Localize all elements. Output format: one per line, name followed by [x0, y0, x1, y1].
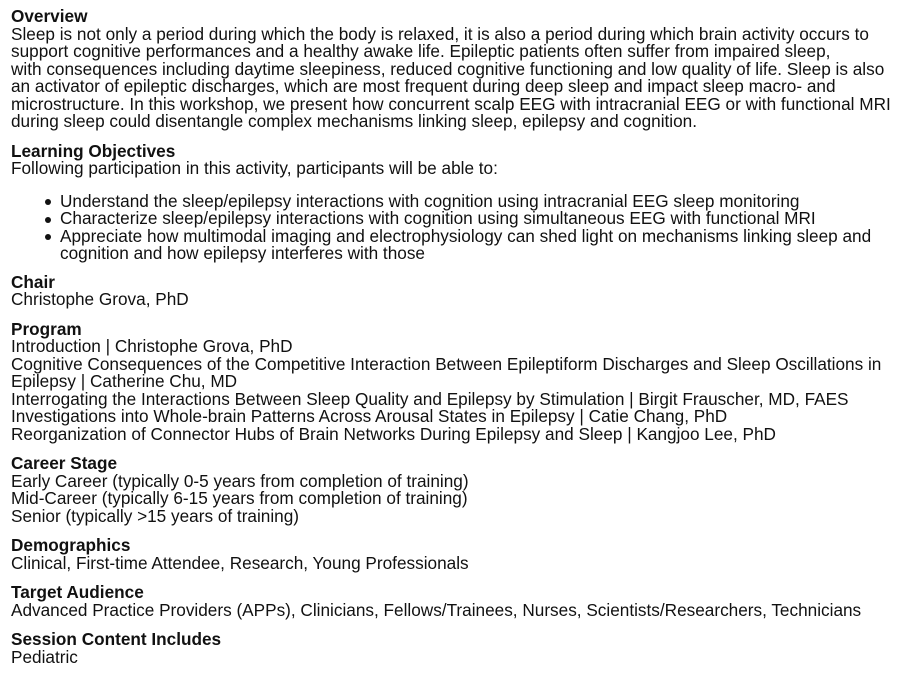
program-line: Interrogating the Interactions Between Sleep Quality and Epilepsy by Stimulation | Birgit Frauscher, MD, FAES	[11, 388, 849, 409]
overview-line: microstructure. In this workshop, we present how concurrent scalp EEG with intracranial EEG or with functional MRI	[11, 93, 891, 114]
target-audience-text: Advanced Practice Providers (APPs), Clinicians, Fellows/Trainees, Nurses, Scientists/Researchers, Technicians	[11, 599, 862, 620]
career-stage-heading: Career Stage	[11, 453, 118, 473]
program-section	[11, 318, 912, 444]
objective-text: Understand the sleep/epilepsy interactions with cognition using intracranial EEG sleep monitoring	[60, 190, 800, 211]
session-content-text: Pediatric	[11, 646, 78, 667]
list-item	[60, 225, 912, 263]
target-audience-heading: Target Audience	[11, 582, 144, 602]
target-audience-section	[11, 584, 912, 619]
overview-section	[11, 8, 912, 131]
overview-line: support cognitive performances and a healthy awake life. Epileptic patients often suffer from impaired sleep,	[11, 41, 831, 61]
learning-objectives-intro: Following participation in this activity, participants will be able to:	[11, 158, 498, 178]
demographics-heading: Demographics	[11, 535, 131, 555]
program-line: Epilepsy | Catherine Chu, MD	[11, 371, 238, 391]
program-line: Introduction | Christophe Grova, PhD	[11, 336, 293, 356]
overview-text	[11, 23, 912, 131]
chair-name: Christophe Grova, PhD	[11, 289, 189, 309]
overview-line: an activator of epileptic discharges, which are most frequent during deep sleep and impact sleep macro- and	[11, 76, 836, 96]
overview-line: Sleep is not only a period during which the body is relaxed, it is also a period during which brain activity occurs to	[11, 23, 869, 44]
session-content-heading: Session Content Includes	[11, 629, 222, 649]
career-stage-line: Senior (typically >15 years of training)	[11, 505, 300, 526]
program-heading: Program	[11, 318, 82, 339]
program-line: Reorganization of Connector Hubs of Brain Networks During Epilepsy and Sleep | Kangjoo Lee, PhD	[11, 423, 776, 444]
objective-text: Characterize sleep/epilepsy interactions with cognition using simultaneous EEG with functional MRI	[60, 208, 816, 228]
overview-heading: Overview	[11, 6, 88, 26]
overview-line: during sleep could disentangle complex mechanisms linking sleep, epilepsy and cognition.	[11, 111, 697, 131]
program-line: Investigations into Whole-brain Patterns Across Arousal States in Epilepsy | Catie Chang, PhD	[11, 406, 728, 426]
session-content-section	[11, 631, 912, 666]
program-line: Cognitive Consequences of the Competitive Interaction Between Epileptiform Discharges and Sleep Oscillations in	[11, 353, 882, 374]
chair-section	[11, 271, 912, 309]
career-stage-line: Early Career (typically 0-5 years from completion of training)	[11, 470, 469, 491]
objective-text: Appreciate how multimodal imaging and electrophysiology can shed light on mechanisms linking sleep and	[60, 225, 872, 246]
learning-objectives-list	[11, 190, 912, 263]
career-stage-section	[11, 455, 912, 525]
demographics-text: Clinical, First-time Attendee, Research, Young Professionals	[11, 552, 469, 573]
objective-text: cognition and how epilepsy interferes with those	[60, 243, 425, 263]
list-item	[60, 210, 912, 228]
demographics-section	[11, 537, 912, 572]
learning-objectives-heading: Learning Objectives	[11, 140, 176, 161]
chair-heading: Chair	[11, 271, 55, 292]
learning-objectives-section	[11, 140, 912, 263]
overview-line: with consequences including daytime sleepiness, reduced cognitive functioning and low quality of life. Sleep is also	[11, 58, 885, 79]
career-stage-line: Mid-Career (typically 6-15 years from completion of training)	[11, 488, 468, 508]
